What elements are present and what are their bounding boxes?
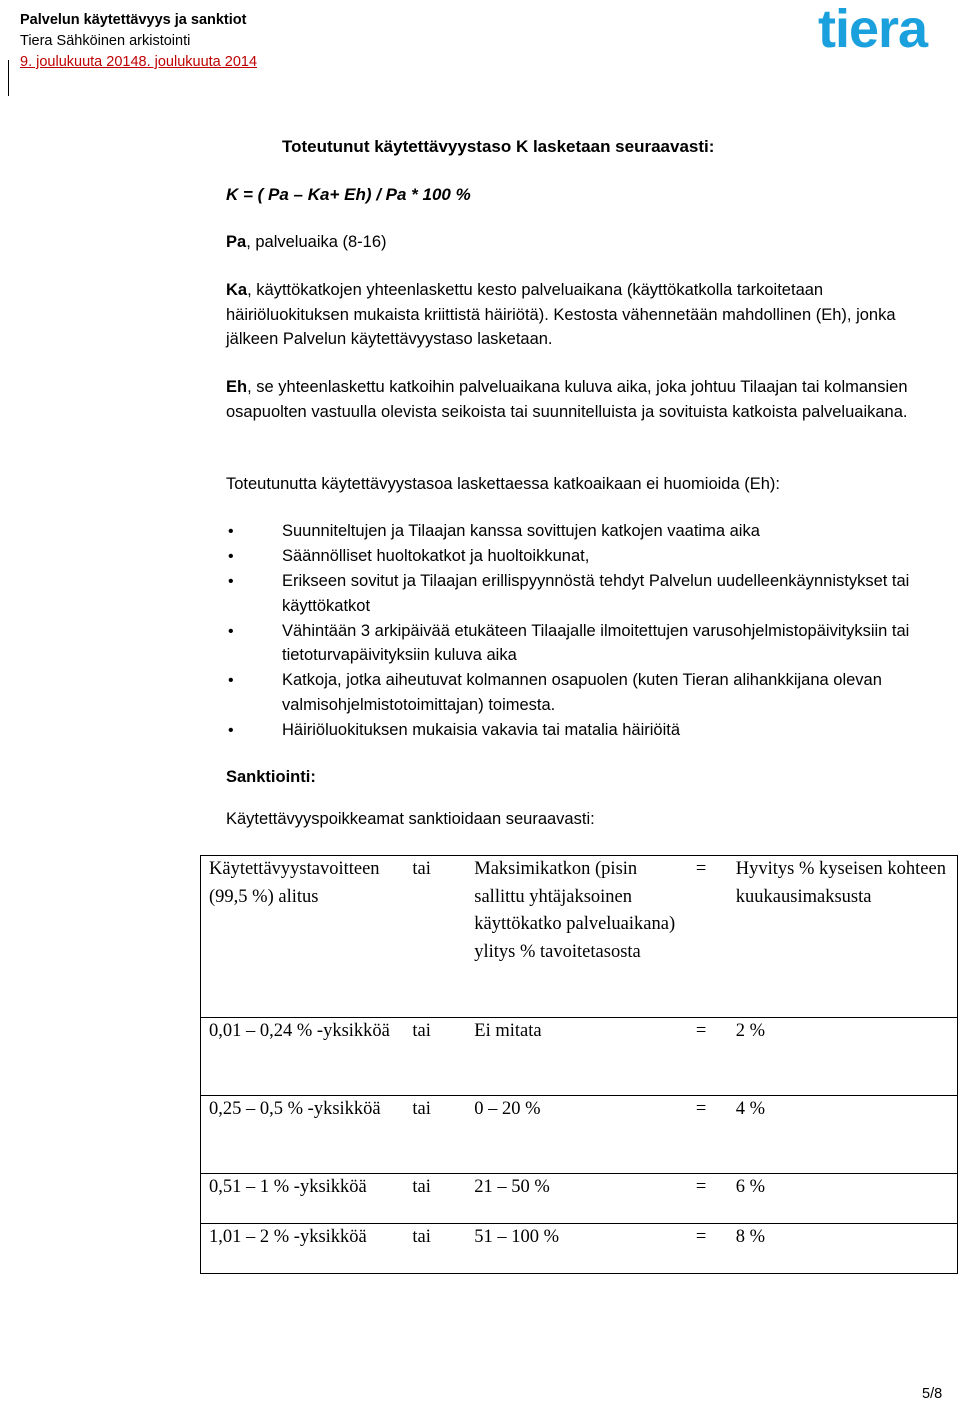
table-cell: = bbox=[690, 1096, 730, 1174]
table-cell: = bbox=[690, 1174, 730, 1224]
bullet-icon: • bbox=[228, 573, 234, 590]
list-item bbox=[226, 544, 951, 569]
list-item-text: Erikseen sovitut ja Tilaajan erillispyynnöstä tehdyt Palvelun uudelleenkäynnistykset tai käyttökatkot bbox=[282, 572, 910, 615]
table-cell: 0,25 – 0,5 % -yksikköä bbox=[201, 1096, 407, 1174]
table-row bbox=[201, 1096, 958, 1174]
table-header-row bbox=[201, 856, 958, 1018]
table-cell: Käytettävyystavoitteen (99,5 %) alitus bbox=[201, 856, 407, 1018]
section-heading: Toteutunut käytettävyystaso K lasketaan seuraavasti: bbox=[282, 137, 715, 156]
table-cell: 0 – 20 % bbox=[468, 1096, 690, 1174]
table-cell: tai bbox=[406, 1174, 468, 1224]
bullet-icon: • bbox=[228, 672, 234, 689]
table-cell: tai bbox=[406, 1018, 468, 1096]
list-item bbox=[226, 569, 951, 618]
ka-definition bbox=[226, 278, 926, 352]
table-cell: 21 – 50 % bbox=[468, 1174, 690, 1224]
table-cell: Hyvitys % kyseisen kohteen kuukausimaksusta bbox=[730, 856, 958, 1018]
eh-definition bbox=[226, 375, 926, 424]
list-item bbox=[226, 668, 951, 717]
list-item bbox=[226, 619, 951, 668]
list-item bbox=[226, 718, 951, 743]
table-cell: = bbox=[690, 1018, 730, 1096]
table-cell: 51 – 100 % bbox=[468, 1224, 690, 1274]
table-cell: 0,51 – 1 % -yksikköä bbox=[201, 1174, 407, 1224]
table-cell: Maksimikatkon (pisin sallittu yhtäjaksoinen käyttökatko palveluaikana) ylitys % tavoitetasosta bbox=[468, 856, 690, 1018]
table-cell: 0,01 – 0,24 % -yksikköä bbox=[201, 1018, 407, 1096]
pa-text: , palveluaika (8-16) bbox=[246, 233, 387, 251]
table-row bbox=[201, 1174, 958, 1224]
eh-term: Eh bbox=[226, 378, 248, 396]
list-item-text: Häiriöluokituksen mukaisia vakavia tai matalia häiriöitä bbox=[282, 720, 681, 739]
table-cell: = bbox=[690, 856, 730, 1018]
table-cell: Ei mitata bbox=[468, 1018, 690, 1096]
table-row bbox=[201, 1224, 958, 1274]
page-number: 5/8 bbox=[922, 1386, 943, 1402]
sanctions-intro: Käytettävyyspoikkeamat sanktioidaan seuraavasti: bbox=[226, 810, 595, 828]
list-item-text: Suunniteltujen ja Tilaajan kanssa sovittujen katkojen vaatima aika bbox=[282, 522, 760, 540]
list-item bbox=[226, 519, 951, 544]
list-item-text: Vähintään 3 arkipäivää etukäteen Tilaajalle ilmoitettujen varusohjelmistopäivityksiin tai tietoturvapäivityksiin kuluva aika bbox=[282, 621, 910, 664]
table-row bbox=[201, 1018, 958, 1096]
pa-definition bbox=[226, 230, 946, 255]
ka-term: Ka bbox=[226, 281, 248, 299]
table-cell: 2 % bbox=[730, 1018, 958, 1096]
ka-text: , käyttökatkojen yhteenlaskettu kesto palveluaikana (käyttökatkolla tarkoitetaan häiriöluokituksen mukaista kriittistä häiriötä). Kestosta vähennetään mahdollinen (Eh), jonka jälkeen Palvelun käytettävyystaso lasketaan. bbox=[226, 281, 896, 348]
bullet-icon: • bbox=[228, 721, 234, 739]
eh-text: , se yhteenlaskettu katkoihin palveluaikana kuluva aika, joka johtuu Tilaajan tai kolmansien osapuolten vastuulla olevista seikoista tai suunnitelluista ja sovituista katkoista palveluaikana. bbox=[226, 378, 908, 421]
sanctions-heading: Sanktiointi: bbox=[226, 768, 316, 786]
bullet-icon: • bbox=[228, 622, 234, 640]
table-cell: tai bbox=[406, 856, 468, 1018]
table-cell: 8 % bbox=[730, 1224, 958, 1274]
table-cell: 1,01 – 2 % -yksikköä bbox=[201, 1224, 407, 1274]
table-cell: 6 % bbox=[730, 1174, 958, 1224]
document-dates: 9. joulukuuta 20148. joulukuuta 2014 bbox=[20, 54, 258, 70]
bullet-icon: • bbox=[228, 523, 234, 540]
document-title: Palvelun käytettävyys ja sanktiot bbox=[20, 12, 247, 28]
table-cell: = bbox=[690, 1224, 730, 1274]
bullet-icon: • bbox=[228, 548, 234, 565]
header-rule bbox=[8, 60, 9, 96]
table-cell: tai bbox=[406, 1224, 468, 1274]
document-subtitle: Tiera Sähköinen arkistointi bbox=[20, 33, 191, 49]
list-item-text: Katkoja, jotka aiheutuvat kolmannen osapuolen (kuten Tieran alihankkijana olevan valmisohjelmistotoimittajan) toimesta. bbox=[282, 671, 882, 714]
exclusions-list bbox=[226, 519, 951, 743]
formula: K = ( Pa – Ka+ Eh) / Pa * 100 % bbox=[226, 185, 471, 204]
sanctions-table bbox=[200, 855, 958, 1274]
list-item-text: Säännölliset huoltokatkot ja huoltoikkunat, bbox=[282, 547, 590, 565]
tiera-logo: tiera bbox=[818, 0, 928, 59]
table-cell: 4 % bbox=[730, 1096, 958, 1174]
pa-term: Pa bbox=[226, 233, 247, 251]
exclusions-intro: Toteutunutta käytettävyystasoa laskettaessa katkoaikaan ei huomioida (Eh): bbox=[226, 475, 780, 493]
table-cell: tai bbox=[406, 1096, 468, 1174]
